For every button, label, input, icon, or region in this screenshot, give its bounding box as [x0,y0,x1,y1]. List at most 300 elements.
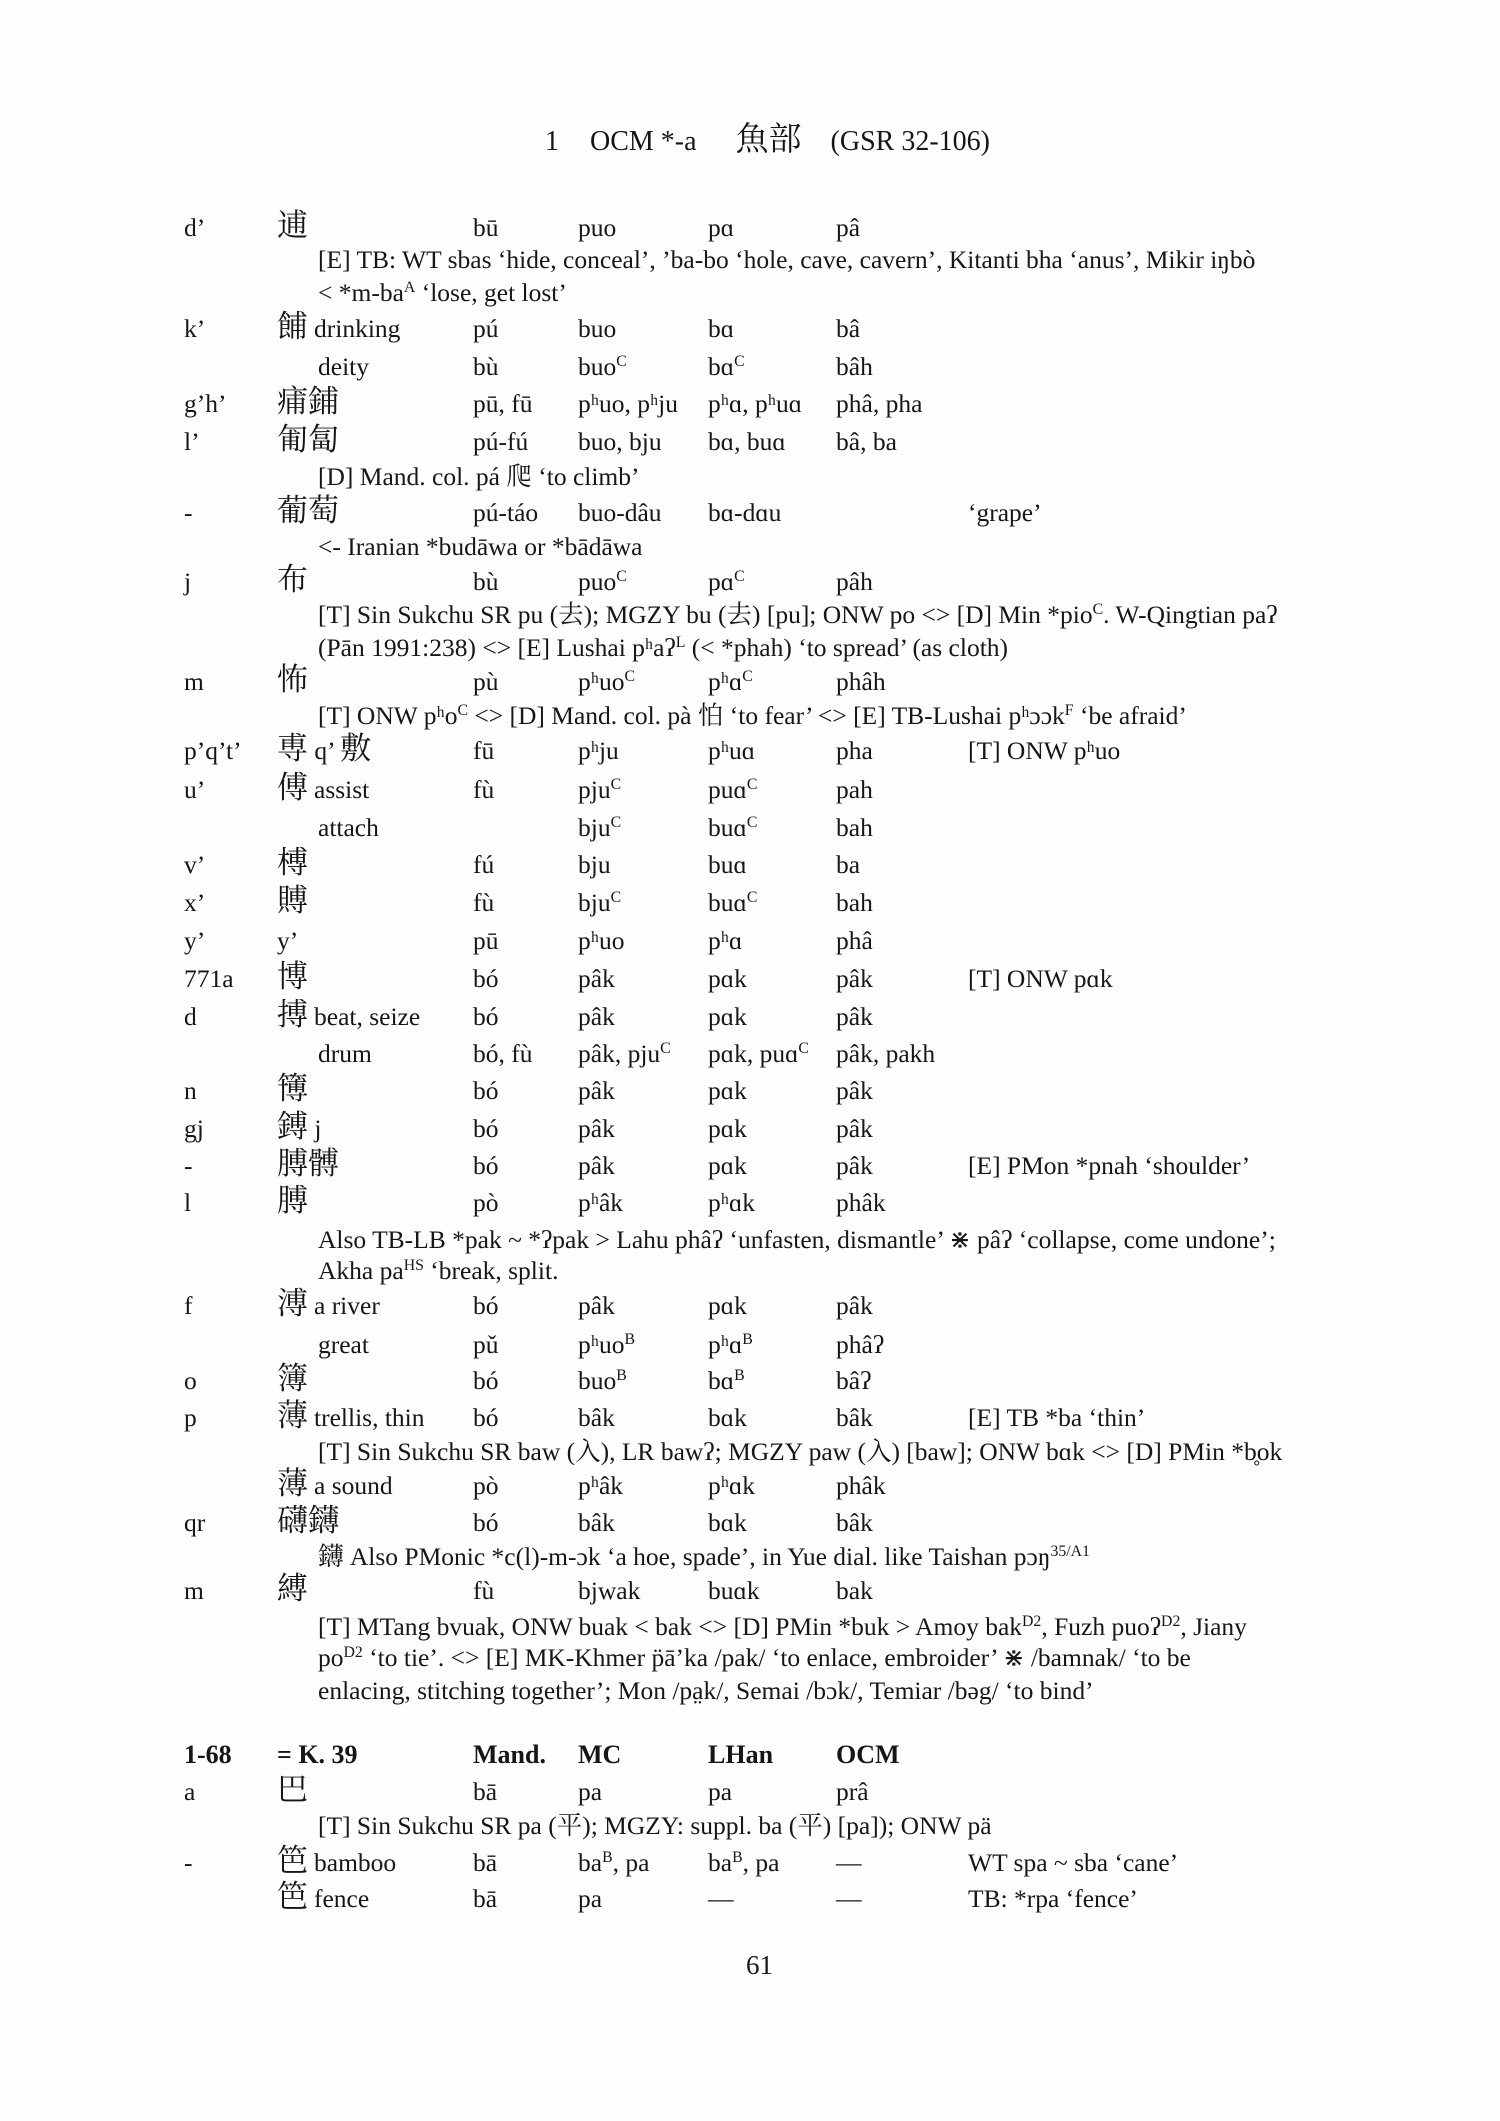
note-text-part: (Pān 1991:238) <> [E] Lushai pʰaʔ [318,633,676,662]
entry-label: u’ [184,775,206,804]
entry-character [277,885,308,921]
note-text [318,459,640,495]
entry-character [277,1400,425,1436]
section-title: OCM *-a [590,126,697,157]
note-text-part: Akha pa [318,1256,404,1285]
column-heading-mandarin: Mand. [473,1740,546,1769]
entry-gloss: drinking [314,314,401,343]
middle-chinese-reading [578,1036,671,1072]
middle-chinese-reading: pâk [578,1151,615,1180]
superscript-mark: C [742,668,753,686]
chinese-character: 礴鑮 [277,1503,339,1538]
entry-label: qr [184,1508,206,1537]
note-text [318,1539,1090,1575]
note-text-part: <> [D] Mand. col. pà 怕 ‘to fear’ <> [E] TB-Lushai pʰɔɔk [468,701,1065,730]
mandarin-reading: pò [473,1471,499,1500]
entry-row [0,424,1500,460]
middle-chinese-reading [578,664,635,700]
entry-row [0,1111,1500,1147]
entry-row [0,1327,1500,1363]
entry-label: j [184,567,192,596]
entry-row [0,349,1500,385]
entry-label: g’h’ [184,389,227,418]
old-chinese-reading: — [836,1848,862,1877]
entry-label: gj [184,1114,204,1143]
later-han-reading: bɑ [708,314,735,343]
middle-chinese-reading-part: buo [578,352,617,381]
note-text-part: enlacing, stitching together’; Mon /pa̤k/, Semai /bɔk/, Temiar /bəg/ ‘to bind’ [318,1676,1094,1705]
entry-character [277,772,369,808]
middle-chinese-reading-part: pju [578,775,611,804]
entry-character [277,961,308,997]
later-han-reading: pɑk [708,1291,747,1320]
old-chinese-reading: phâk [836,1471,886,1500]
superscript-mark: C [660,1040,671,1058]
entry-label: m [184,667,204,696]
mandarin-reading: fù [473,775,495,804]
mandarin-reading: pú-fú [473,427,529,456]
note-text [318,597,1278,633]
superscript-mark: C [798,1040,809,1058]
entry-comment: [E] TB *ba ‘thin’ [968,1403,1146,1432]
middle-chinese-reading-part: pâk, pju [578,1039,661,1068]
mandarin-reading: bó [473,964,499,993]
middle-chinese-reading [578,772,621,808]
entry-character [277,424,339,460]
later-han-reading: bɑk [708,1508,747,1537]
entry-row [0,210,1500,246]
chinese-character: 葡萄 [277,493,339,528]
entry-row [0,311,1500,347]
middle-chinese-reading: pa [578,1884,603,1913]
old-chinese-reading: prâ [836,1777,869,1806]
middle-chinese-reading-part: , pa [612,1848,650,1877]
old-chinese-reading: pâk [836,964,873,993]
entry-label: f [184,1291,193,1320]
superscript-mark: C [624,668,635,686]
chinese-character: 傅 [277,770,308,805]
chinese-character: 溥 [277,1286,308,1321]
note-text-part: [T] MTang bvuak, ONW buak < bak <> [D] PMin *buk > Amoy bak [318,1612,1023,1641]
mandarin-reading: pú-táo [473,498,539,527]
entry-row [0,1148,1500,1184]
entry-label: k’ [184,314,206,343]
old-chinese-reading: pah [836,775,873,804]
superscript-mark: C [610,814,622,832]
entry-row [0,1288,1500,1324]
note-text-part: [T] Sin Sukchu SR pa (平); MGZY: suppl. ba (平) [pa]); ONW pä [318,1811,992,1840]
old-chinese-reading: phâk [836,1188,886,1217]
later-han-reading: pʰɑk [708,1471,756,1500]
superscript-mark: C [616,568,627,586]
note-text [318,630,1008,666]
entry-label: p [184,1403,197,1432]
later-han-reading: buɑ [708,850,747,879]
mandarin-reading: pú [473,314,499,343]
chinese-character: 餔 [277,309,308,344]
entry-gloss: trellis, thin [314,1403,425,1432]
later-han-reading: pɑ [708,213,735,242]
middle-chinese-reading [578,349,627,385]
entry-row [0,564,1500,600]
old-chinese-reading: pha [836,736,873,765]
later-han-reading-part: ba [708,1848,733,1877]
entry-comment: WT spa ~ sba ‘cane’ [968,1848,1179,1877]
entry-row [0,386,1500,422]
note-line [0,597,1500,633]
middle-chinese-reading: pʰuo, pʰju [578,389,678,418]
mandarin-reading: bó [473,1002,499,1031]
later-han-reading [708,1845,779,1881]
middle-chinese-reading [578,1363,627,1399]
entry-label: y’ [184,926,206,955]
superscript-mark: B [624,1331,635,1349]
note-line [0,459,1500,495]
later-han-reading [708,664,753,700]
entry-comment: [T] ONW pɑk [968,964,1113,993]
old-chinese-reading: ba [836,850,861,879]
note-line [0,1253,1500,1289]
later-han-reading [708,1327,753,1363]
later-han-reading: bɑk [708,1403,747,1432]
entry-row [0,847,1500,883]
old-chinese-reading: phâh [836,667,886,696]
later-han-reading: pɑk [708,1151,747,1180]
mandarin-reading: bó [473,1076,499,1105]
entry-row [0,1185,1500,1221]
note-line [0,698,1500,734]
middle-chinese-reading-part: pʰuo [578,1330,625,1359]
note-text-part: [T] Sin Sukchu SR baw (入), LR bawʔ; MGZY paw (入) [baw]; ONW bɑk <> [D] PMin *b̥ok [318,1437,1283,1466]
mandarin-reading: fù [473,1576,495,1605]
mandarin-reading: bó [473,1291,499,1320]
entry-label: - [184,1848,193,1877]
note-text-part: [D] Mand. col. pá 爬 ‘to climb’ [318,462,640,491]
chinese-character: 薄 [277,1466,308,1501]
note-text-part: ‘be afraid’ [1073,701,1187,730]
entry-label: - [184,1151,193,1180]
later-han-reading [708,810,757,846]
entry-character [277,311,400,347]
entry-gloss: great [318,1330,369,1359]
middle-chinese-reading [578,1845,649,1881]
entry-character [277,847,308,883]
middle-chinese-reading: bju [578,850,611,879]
middle-chinese-reading-part: bju [578,813,611,842]
mandarin-reading: bó, fù [473,1039,533,1068]
page-number: 61 [746,1950,773,1980]
note-text [318,1253,558,1289]
column-heading-middle-chinese: MC [578,1740,622,1769]
mandarin-reading: bā [473,1777,498,1806]
later-han-reading: pɑk [708,1076,747,1105]
mandarin-reading: bó [473,1114,499,1143]
middle-chinese-reading: buo-dâu [578,498,662,527]
entry-character [277,1111,321,1147]
entry-label: x’ [184,888,206,917]
superscript-mark: C [610,776,622,794]
entry-comment: TB: *rpa ‘fence’ [968,1884,1138,1913]
later-han-reading [708,885,757,921]
note-text [318,1640,1191,1676]
entry-label: m [184,1576,204,1605]
entry-comment: ‘grape’ [968,498,1042,527]
column-heading-old-chinese: OCM [836,1740,900,1769]
note-text-part: < *m-ba [318,278,404,307]
note-text-part: po [318,1643,344,1672]
old-chinese-reading: pâk [836,1002,873,1031]
mandarin-reading: pǔ [473,1330,499,1359]
superscript-mark: B [732,1849,743,1867]
old-chinese-reading: bak [836,1576,873,1605]
middle-chinese-reading: bâk [578,1403,615,1432]
entry-character [277,1468,393,1504]
entry-gloss: a river [314,1291,380,1320]
entry-character [277,564,308,600]
later-han-reading-part: bɑ [708,1366,735,1395]
middle-chinese-reading: pâk [578,1076,615,1105]
middle-chinese-reading: pʰuo [578,926,625,955]
entry-gloss: attach [318,813,379,842]
later-han-reading: pʰɑk [708,1188,756,1217]
entry-character [277,1573,308,1609]
entry-label: d [184,1002,197,1031]
entry-row [0,1881,1500,1917]
middle-chinese-reading-part: buo [578,1366,617,1395]
mandarin-reading: bó [473,1366,499,1395]
chinese-character: 痡鋪 [277,384,339,419]
later-han-reading: pɑk [708,1114,747,1143]
entry-label: - [184,498,193,527]
entry-label: d’ [184,213,206,242]
chinese-character: 簙 [277,1071,308,1106]
gsr-range: (GSR 32-106) [830,126,990,157]
superscript-mark: 35/A1 [1050,1543,1090,1561]
mandarin-reading: bù [473,352,499,381]
chinese-character: 笆 [277,1879,308,1914]
note-text [318,698,1187,734]
entry-character-part: y’ [277,926,299,955]
note-text-part: <- Iranian *budāwa or *bādāwa [318,532,643,561]
later-han-reading [708,772,757,808]
entry-label: l [184,1188,192,1217]
entry-character [277,1148,339,1184]
entry-row [0,1400,1500,1436]
old-chinese-reading: pâ [836,213,861,242]
later-han-reading: bɑ, buɑ [708,427,786,456]
superscript-mark: HS [403,1257,424,1275]
chinese-character: 鎛 [277,1109,308,1144]
middle-chinese-reading: pʰju [578,736,619,765]
note-text-part: 鑮 Also PMonic *c(l)-m-ɔk ‘a hoe, spade’, in Yue dial. like Taishan pɔŋ [318,1542,1051,1571]
note-text-part: , Fuzh puoʔ [1041,1612,1162,1641]
entry-label: o [184,1366,197,1395]
entry-row [0,495,1500,531]
entry-comment: [E] PMon *pnah ‘shoulder’ [968,1151,1251,1180]
superscript-mark: B [742,1331,753,1349]
mandarin-reading: bó [473,1403,499,1432]
mandarin-reading: bū [473,213,499,242]
middle-chinese-reading: bâk [578,1508,615,1537]
middle-chinese-reading-part: pʰuo [578,667,625,696]
entry-character [277,999,420,1035]
old-chinese-reading: pâk [836,1291,873,1320]
later-han-reading [708,349,745,385]
chinese-character: 賻 [277,883,308,918]
note-text-part: Also TB-LB *pak ~ *ʔpak > Lahu phâʔ ‘unfasten, dismantle’ ⋇ pâʔ ‘collapse, come undone’; [318,1225,1276,1254]
note-line [0,630,1500,666]
chinese-character: 巴 [277,1772,308,1807]
entry-character [277,1073,308,1109]
entry-label: p’q’t’ [184,736,242,765]
superscript-mark: C [746,889,758,907]
later-han-reading-part: bɑ [708,352,735,381]
entry-row [0,1073,1500,1109]
chinese-character: 布 [277,562,308,597]
middle-chinese-reading: pâk [578,1114,615,1143]
later-han-reading: buɑk [708,1576,760,1605]
karlgren-reference: = K. 39 [277,1740,358,1769]
entry-row [0,885,1500,921]
note-text [318,1808,992,1844]
later-han-reading: pɑk [708,1002,747,1031]
section-number: 1 [545,126,559,157]
later-han-reading-part: , pa [742,1848,780,1877]
superscript-mark: F [1064,702,1074,720]
entry-character [277,1505,339,1541]
entry-label: 771a [184,964,234,993]
later-han-reading-part: buɑ [708,888,747,917]
mandarin-reading: pū, fū [473,389,533,418]
note-line [0,1808,1500,1844]
superscript-mark: D2 [1022,1613,1042,1631]
old-chinese-reading: — [836,1884,862,1913]
middle-chinese-reading: pâk [578,964,615,993]
superscript-mark: C [610,889,622,907]
note-text-part: [E] TB: WT sbas ‘hide, conceal’, ’ba-bo ‘hole, cave, cavern’, Kitanti bha ‘anus’, Mikir iŋbò [318,245,1256,274]
chinese-character: 敷 [340,731,372,766]
entry-comment: [T] ONW pʰuo [968,736,1121,765]
superscript-mark: C [746,776,758,794]
note-line [0,1434,1500,1470]
entry-character [277,210,308,246]
middle-chinese-reading: puo [578,213,617,242]
mandarin-reading: bā [473,1884,498,1913]
middle-chinese-reading-part: bju [578,888,611,917]
chinese-character: 膊 [277,1183,308,1218]
middle-chinese-reading: pa [578,1777,603,1806]
entry-row [0,1468,1500,1504]
entry-gloss: fence [314,1884,370,1913]
note-text [318,242,1255,278]
old-chinese-reading: bah [836,888,873,917]
entry-row [0,1774,1500,1810]
superscript-mark: C [734,568,745,586]
entry-character [277,664,308,700]
middle-chinese-reading-part: puo [578,567,617,596]
superscript-mark: A [403,279,416,297]
middle-chinese-reading [578,885,621,921]
superscript-mark: C [1092,601,1104,619]
note-line [0,1539,1500,1575]
superscript-mark: C [457,702,468,720]
mandarin-reading: bó [473,1508,499,1537]
note-line [0,1640,1500,1676]
chinese-character: 薄 [277,1398,308,1433]
superscript-mark: B [616,1367,627,1385]
later-han-reading [708,1363,745,1399]
entry-character [277,386,339,422]
note-text [318,1434,1282,1470]
entry-row [0,961,1500,997]
middle-chinese-reading: buo [578,314,617,343]
entry-character [277,495,339,531]
chinese-character: 匍匐 [277,422,339,457]
note-line [0,242,1500,278]
entry-row [0,772,1500,808]
entry-character [277,1185,308,1221]
middle-chinese-reading [578,810,621,846]
entry-row [0,923,1500,959]
note-line [0,529,1500,565]
chinese-character: 尃 [277,731,308,766]
old-chinese-reading: bâ, ba [836,427,897,456]
chinese-character: 榑 [277,845,308,880]
column-heading-later-han: LHan [708,1740,774,1769]
note-text-part: ‘to tie’. <> [E] MK-Khmer p̈ā’ka /pak/ ‘to enlace, embroider’ ⋇ /bamnak/ ‘to be [362,1643,1191,1672]
old-chinese-reading: bâh [836,352,873,381]
note-text [318,275,567,311]
middle-chinese-reading [578,564,627,600]
note-text-part: . W-Qingtian paʔ [1103,600,1278,629]
entry-character [277,1363,308,1399]
superscript-mark: D2 [343,1644,363,1662]
note-text [318,1673,1094,1709]
entry-character [277,1881,369,1917]
old-chinese-reading: bâk [836,1403,873,1432]
entry-row [0,1036,1500,1072]
note-text-part: ‘break, split. [423,1256,559,1285]
mandarin-reading: fū [473,736,495,765]
old-chinese-reading: phâ, pha [836,389,923,418]
chinese-character: 搏 [277,997,308,1032]
middle-chinese-reading: pâk [578,1291,615,1320]
mandarin-reading: bù [473,567,499,596]
entry-row [0,664,1500,700]
entry-label: l’ [184,427,200,456]
entry-label: a [184,1777,196,1806]
later-han-reading-part: pɑk, puɑ [708,1039,799,1068]
old-chinese-reading: phâʔ [836,1330,885,1359]
section-header-row [0,1737,1500,1773]
later-han-reading-part: puɑ [708,775,747,804]
entry-label: v’ [184,850,206,879]
middle-chinese-reading: buo, bju [578,427,662,456]
entry-gloss: deity [318,352,369,381]
entry-gloss: a sound [314,1471,393,1500]
rhyme-group-chinese: 魚部 [735,122,802,158]
section-label: 1-68 [184,1740,232,1769]
later-han-reading: pa [708,1777,733,1806]
later-han-reading: bɑ-dɑu [708,498,782,527]
old-chinese-reading: pâk, pakh [836,1039,936,1068]
later-han-reading: — [708,1884,734,1913]
middle-chinese-reading: pʰâk [578,1188,624,1217]
mandarin-reading: pù [473,667,499,696]
chinese-character: 笆 [277,1843,308,1878]
note-line [0,1673,1500,1709]
entry-gloss: drum [318,1039,372,1068]
